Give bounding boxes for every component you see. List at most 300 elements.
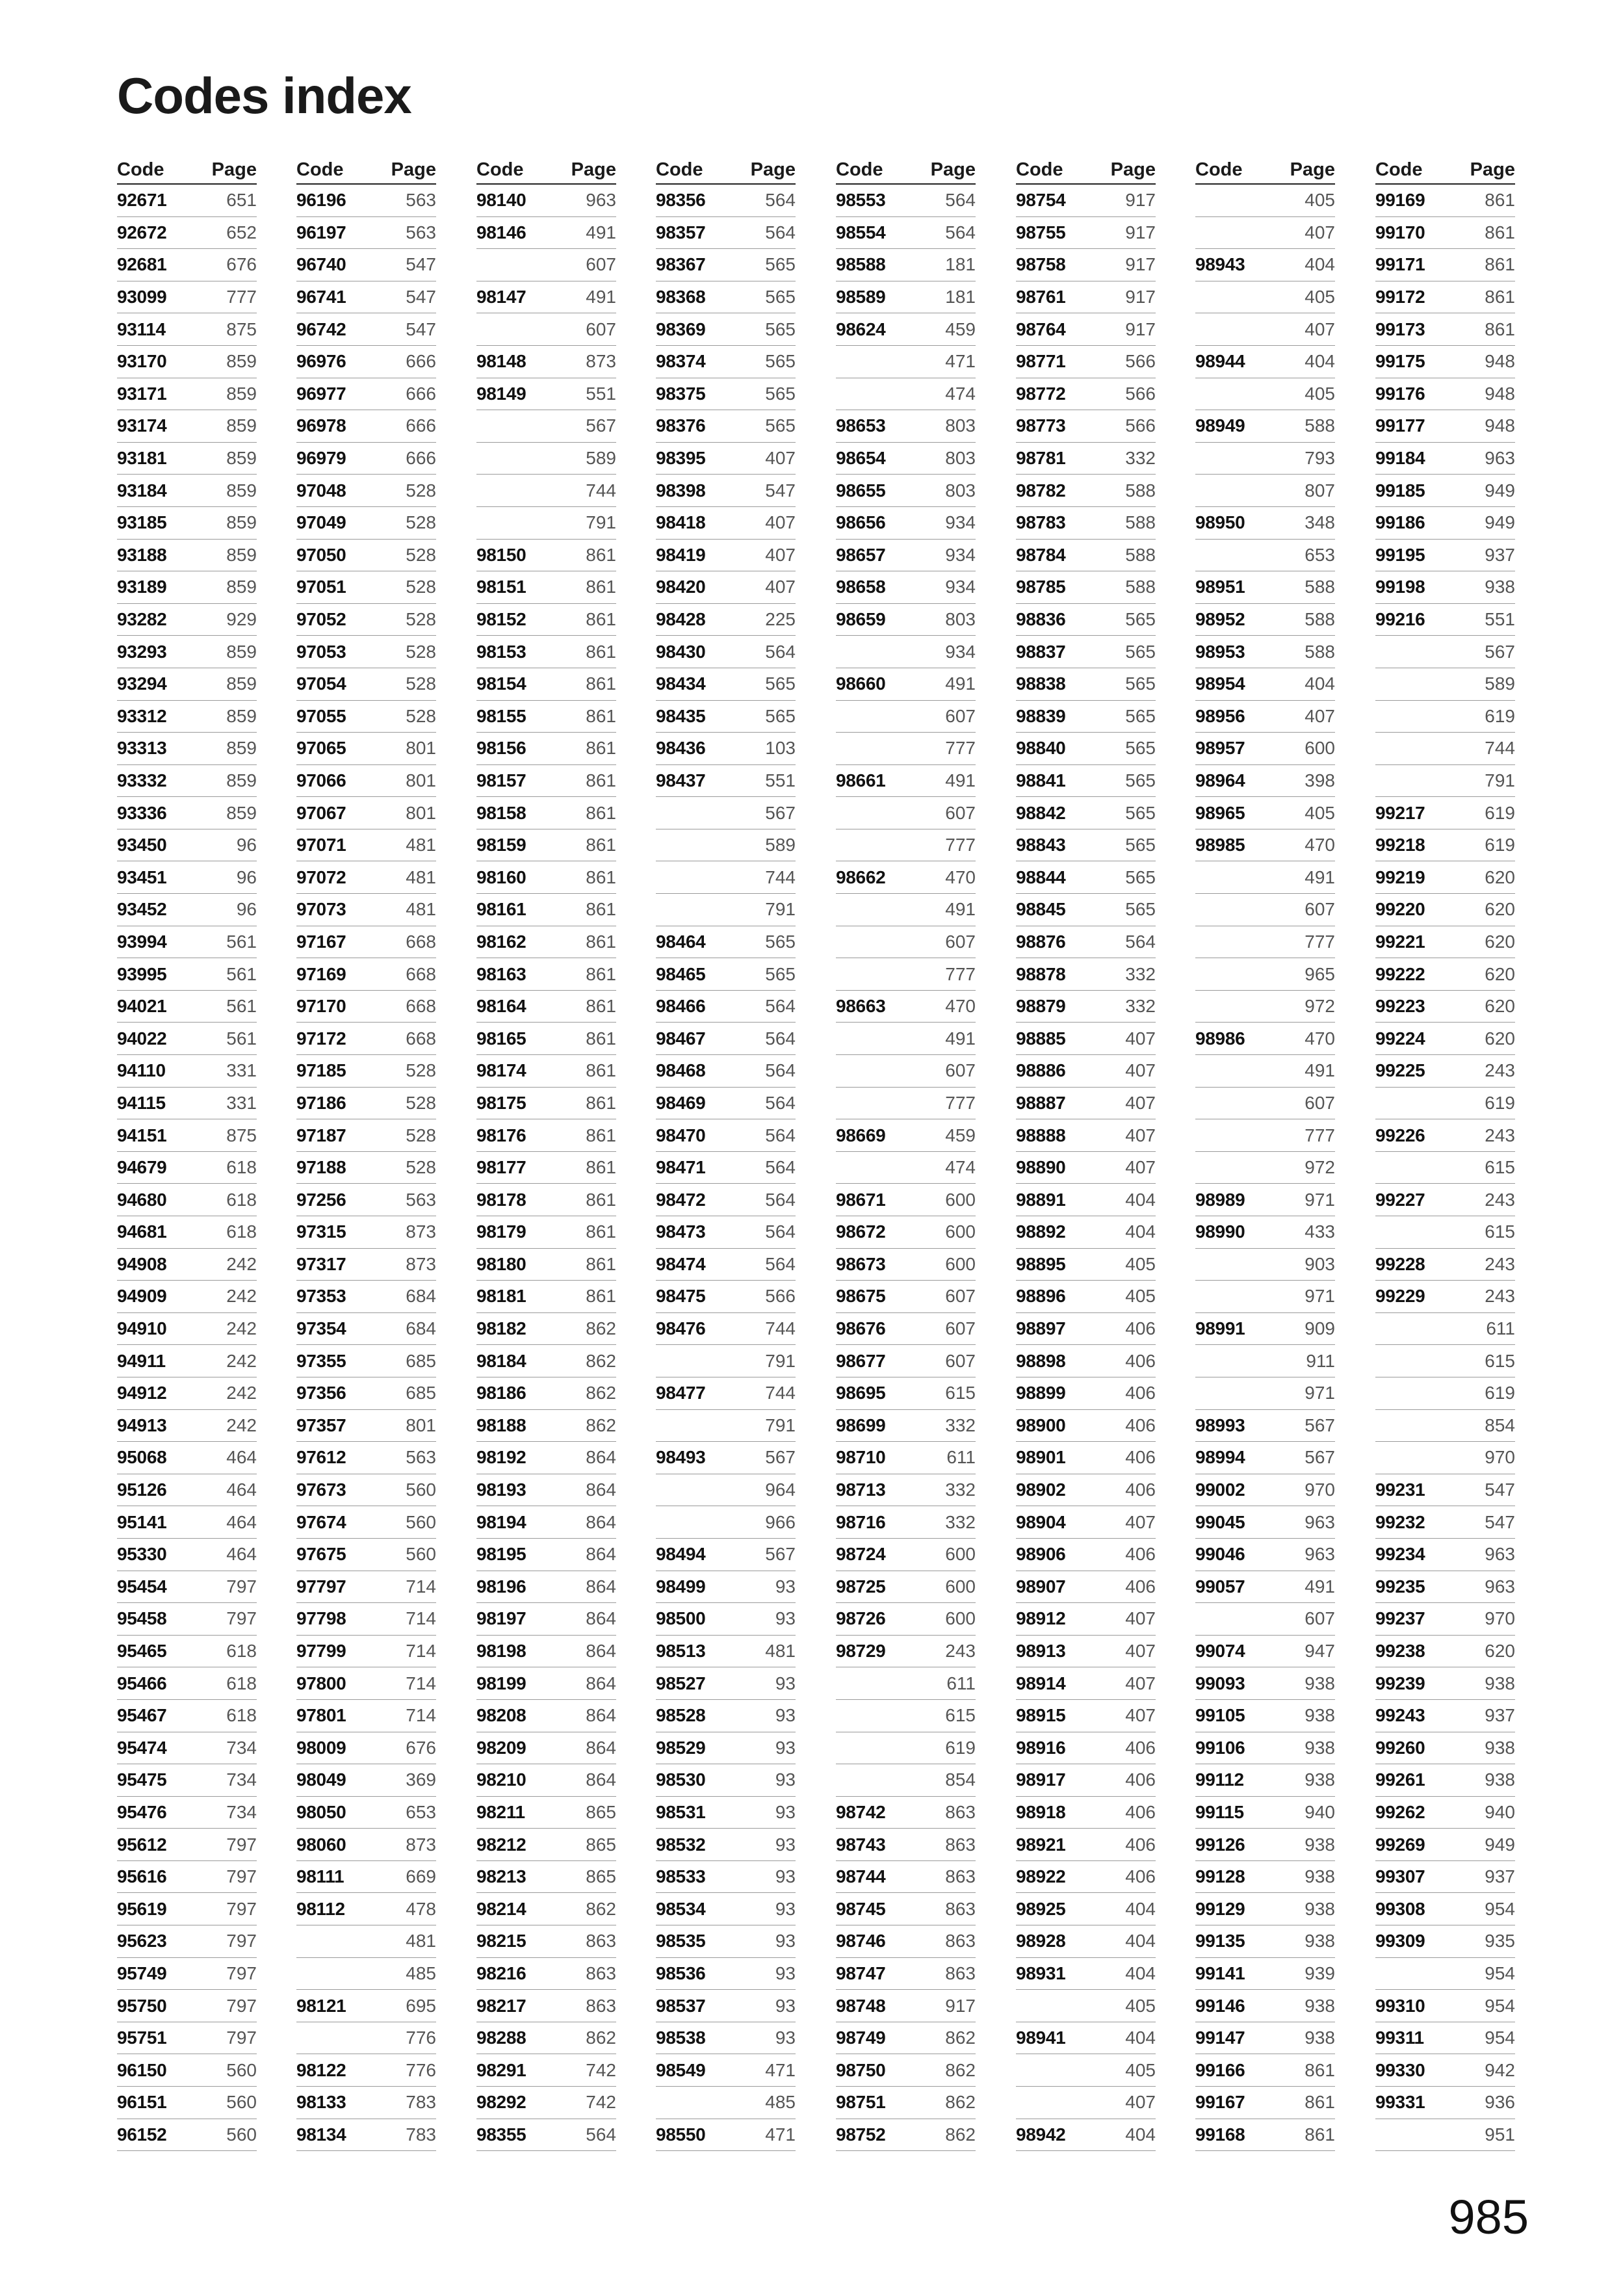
code-cell: 98474: [656, 1253, 706, 1274]
code-cell: 97188: [296, 1157, 346, 1178]
index-row: [117, 701, 257, 733]
page-cell: 565: [765, 319, 796, 339]
page-cell: 93: [775, 1608, 796, 1629]
index-row: [296, 1119, 436, 1152]
page-cell: 940: [1305, 1801, 1335, 1822]
code-header: Code: [296, 159, 344, 180]
page-cell: 938: [1485, 1769, 1515, 1790]
index-row: [296, 1861, 436, 1894]
page-cell: 589: [1485, 673, 1515, 694]
index-row: [656, 346, 796, 378]
page-cell: 963: [1305, 1544, 1335, 1565]
index-row: [1016, 1700, 1156, 1732]
page-cell: 861: [586, 770, 616, 790]
index-row: [296, 313, 436, 346]
code-header: Code: [117, 159, 164, 180]
index-row: [836, 894, 976, 926]
code-cell: 98186: [476, 1383, 526, 1403]
page-cell: 797: [226, 1834, 257, 1855]
code-cell: 95330: [117, 1544, 167, 1565]
page-cell: 797: [226, 1866, 257, 1887]
page-cell: 563: [406, 190, 436, 211]
code-cell: 98367: [656, 254, 706, 275]
index-row: [476, 281, 616, 314]
index-row: [836, 410, 976, 443]
index-row: [656, 1345, 796, 1377]
page-cell: 563: [406, 1189, 436, 1210]
code-cell: 98529: [656, 1737, 706, 1758]
page-cell: 464: [226, 1480, 257, 1500]
code-cell: 98155: [476, 705, 526, 726]
code-cell: 98197: [476, 1608, 526, 1629]
index-row: [117, 958, 257, 991]
index-row: [1016, 410, 1156, 443]
page-cell: 93: [775, 1673, 796, 1693]
code-cell: 96978: [296, 415, 346, 436]
page-cell: 865: [586, 1866, 616, 1887]
index-row: [117, 733, 257, 765]
code-cell: 98532: [656, 1834, 706, 1855]
code-cell: 98906: [1016, 1544, 1066, 1565]
code-cell: 93189: [117, 577, 167, 597]
index-row: [836, 2054, 976, 2087]
index-row: [836, 1571, 976, 1604]
code-cell: 98899: [1016, 1383, 1066, 1403]
index-row: [296, 894, 436, 926]
code-cell: 98178: [476, 1189, 526, 1210]
index-row: [1375, 443, 1515, 475]
index-row: [836, 668, 976, 701]
code-cell: 99311: [1375, 2028, 1424, 2048]
page-cell: 859: [226, 705, 257, 726]
code-cell: 98743: [836, 1834, 886, 1855]
page-cell: 565: [765, 254, 796, 275]
page-cell: 863: [945, 1931, 976, 1951]
index-row: [476, 1571, 616, 1604]
page-cell: 407: [765, 512, 796, 533]
code-cell: 98898: [1016, 1350, 1066, 1371]
index-row: [1016, 540, 1156, 572]
index-row: [1195, 1925, 1335, 1958]
code-cell: 97170: [296, 996, 346, 1017]
page-cell: 565: [765, 673, 796, 694]
index-row: [656, 894, 796, 926]
page-cell: 619: [1485, 1092, 1515, 1113]
page-cell: 406: [1125, 1447, 1156, 1468]
code-cell: 98914: [1016, 1673, 1066, 1693]
page-cell: 491: [945, 770, 976, 790]
index-row: [1016, 2119, 1156, 2152]
page-cell: 948: [1485, 383, 1515, 404]
page-cell: 588: [1305, 609, 1335, 630]
page-cell: 407: [765, 577, 796, 597]
code-cell: 99222: [1375, 963, 1425, 984]
index-row: [117, 1732, 257, 1765]
page-cell: 859: [226, 351, 257, 372]
page-cell: 404: [1125, 2124, 1156, 2145]
code-cell: 94680: [117, 1189, 167, 1210]
code-cell: 94151: [117, 1125, 167, 1145]
index-row: [836, 1829, 976, 1861]
page-cell: 564: [945, 222, 976, 242]
code-cell: 98009: [296, 1737, 346, 1758]
index-row: [656, 1184, 796, 1216]
code-cell: 93293: [117, 641, 167, 662]
code-header: Code: [1016, 159, 1063, 180]
page-cell: 406: [1125, 1866, 1156, 1887]
page-cell: 791: [765, 899, 796, 920]
page-cell: 615: [945, 1705, 976, 1726]
page-cell: 93: [775, 2028, 796, 2048]
index-row: [656, 1764, 796, 1797]
index-row: [296, 926, 436, 959]
code-cell: 99224: [1375, 1028, 1425, 1049]
code-cell: 98588: [836, 254, 886, 275]
page-cell: 405: [1305, 383, 1335, 404]
page-cell: 566: [1125, 415, 1156, 436]
index-row: [1195, 1700, 1335, 1732]
code-cell: 98149: [476, 383, 526, 404]
index-row: [1195, 1539, 1335, 1571]
page-cell: 93: [775, 1995, 796, 2016]
page-cell: 934: [945, 512, 976, 533]
code-cell: 98657: [836, 544, 886, 565]
page-cell: 406: [1125, 1769, 1156, 1790]
index-row: [1195, 894, 1335, 926]
page-cell: 861: [586, 738, 616, 759]
index-row: [836, 540, 976, 572]
index-row: [656, 475, 796, 507]
code-cell: 96741: [296, 287, 346, 307]
page-cell: 588: [1125, 544, 1156, 565]
index-row: [296, 733, 436, 765]
page-cell: 406: [1125, 1544, 1156, 1565]
code-cell: 97054: [296, 673, 346, 694]
index-row: [1195, 604, 1335, 636]
page-cell: 938: [1305, 1995, 1335, 2016]
index-row: [296, 1925, 436, 1958]
page-cell: 618: [226, 1157, 257, 1178]
page-cell: 854: [1485, 1415, 1515, 1435]
code-cell: 93185: [117, 512, 167, 533]
index-row: [1375, 1958, 1515, 1990]
code-cell: 99261: [1375, 1769, 1425, 1790]
page-cell: 862: [945, 2124, 976, 2145]
page-cell: 563: [406, 222, 436, 242]
page-cell: 478: [406, 1898, 436, 1919]
page-cell: 859: [226, 512, 257, 533]
code-cell: 98915: [1016, 1705, 1066, 1726]
page-cell: 407: [1125, 1705, 1156, 1726]
page-header: Page: [750, 159, 796, 180]
index-row: [656, 1506, 796, 1539]
code-cell: 98764: [1016, 319, 1066, 339]
page-cell: 714: [406, 1705, 436, 1726]
code-cell: 98673: [836, 1253, 886, 1274]
code-cell: 95466: [117, 1673, 167, 1693]
page-cell: 528: [406, 641, 436, 662]
page-cell: 934: [945, 641, 976, 662]
code-cell: 97674: [296, 1511, 346, 1532]
code-cell: 98724: [836, 1544, 886, 1565]
index-row: [296, 378, 436, 411]
index-row: [476, 1023, 616, 1055]
index-row: [656, 1732, 796, 1765]
code-cell: 99229: [1375, 1286, 1425, 1307]
index-row: [1375, 1732, 1515, 1765]
index-row: [656, 1990, 796, 2022]
index-row: [1195, 829, 1335, 862]
page-cell: 859: [226, 802, 257, 823]
page-cell: 348: [1305, 512, 1335, 533]
index-row: [476, 1829, 616, 1861]
index-row: [836, 1442, 976, 1474]
code-header: Code: [656, 159, 703, 180]
index-row: [836, 2119, 976, 2152]
page-cell: 405: [1305, 802, 1335, 823]
page-cell: 861: [586, 1157, 616, 1178]
code-cell: 98374: [656, 351, 706, 372]
page-cell: 917: [1125, 319, 1156, 339]
index-row: [296, 346, 436, 378]
code-cell: 94115: [117, 1092, 166, 1113]
page-cell: 864: [586, 1576, 616, 1597]
page-number: 985: [1448, 2190, 1529, 2244]
index-row: [296, 507, 436, 540]
index-row: [836, 1636, 976, 1668]
page-cell: 862: [586, 1350, 616, 1371]
index-row: [296, 1603, 436, 1636]
index-row: [1016, 475, 1156, 507]
code-cell: 98925: [1016, 1898, 1066, 1919]
code-cell: 93184: [117, 480, 167, 501]
index-row: [476, 829, 616, 862]
index-row: [476, 636, 616, 668]
page-cell: 861: [1485, 287, 1515, 307]
page-cell: 242: [226, 1253, 257, 1274]
code-cell: 98133: [296, 2092, 346, 2113]
index-row: [1375, 1700, 1515, 1732]
page-cell: 547: [1485, 1511, 1515, 1532]
code-cell: 98843: [1016, 835, 1066, 855]
code-cell: 98989: [1195, 1189, 1245, 1210]
code-cell: 98533: [656, 1866, 706, 1887]
code-cell: 93336: [117, 802, 167, 823]
page-cell: 619: [1485, 802, 1515, 823]
code-cell: 98950: [1195, 512, 1245, 533]
code-cell: 98750: [836, 2059, 886, 2080]
page-cell: 951: [1485, 2124, 1515, 2145]
code-cell: 96976: [296, 351, 346, 372]
code-cell: 98713: [836, 1480, 886, 1500]
page-cell: 685: [406, 1383, 436, 1403]
index-row: [656, 1281, 796, 1313]
code-cell: 98840: [1016, 738, 1066, 759]
code-cell: 98589: [836, 287, 886, 307]
index-row: [117, 1603, 257, 1636]
page-cell: 797: [226, 1931, 257, 1951]
page-cell: 864: [586, 1769, 616, 1790]
page-cell: 864: [586, 1673, 616, 1693]
page-cell: 565: [1125, 641, 1156, 662]
index-row: [1016, 1023, 1156, 1055]
index-row: [117, 475, 257, 507]
index-row: [1195, 861, 1335, 894]
index-row: [1195, 1410, 1335, 1442]
index-row: [1016, 2087, 1156, 2119]
code-cell: 98376: [656, 415, 706, 436]
index-row: [476, 346, 616, 378]
page-cell: 954: [1485, 1898, 1515, 1919]
index-row: [1375, 701, 1515, 733]
index-row: [1016, 313, 1156, 346]
index-row: [1375, 540, 1515, 572]
index-row: [1195, 443, 1335, 475]
page-cell: 406: [1125, 1801, 1156, 1822]
index-row: [1195, 1797, 1335, 1829]
code-cell: 97357: [296, 1415, 346, 1435]
code-cell: 98952: [1195, 609, 1245, 630]
page-cell: 564: [586, 2124, 616, 2145]
index-row: [117, 410, 257, 443]
page-cell: 873: [406, 1221, 436, 1242]
page-cell: 611: [1486, 1318, 1515, 1339]
index-row: [476, 1313, 616, 1346]
page-cell: 407: [1125, 1673, 1156, 1693]
index-row: [296, 1313, 436, 1346]
page-cell: 564: [765, 1189, 796, 1210]
index-row: [656, 1667, 796, 1700]
code-cell: 98784: [1016, 544, 1066, 565]
page-cell: 96: [236, 867, 257, 887]
index-row: [296, 1216, 436, 1249]
page-cell: 972: [1305, 996, 1335, 1017]
index-row: [1016, 1055, 1156, 1088]
index-row: [1375, 1442, 1515, 1474]
code-cell: 96197: [296, 222, 346, 242]
page-cell: 607: [945, 1060, 976, 1081]
code-cell: 98772: [1016, 383, 1066, 404]
index-row: [1375, 1925, 1515, 1958]
page-cell: 615: [1485, 1157, 1515, 1178]
page-cell: 938: [1305, 2028, 1335, 2048]
page-cell: 564: [1125, 931, 1156, 952]
code-cell: 98466: [656, 996, 706, 1017]
index-row: [296, 1732, 436, 1765]
index-row: [1375, 1184, 1515, 1216]
page-cell: 491: [1305, 1576, 1335, 1597]
code-cell: 98986: [1195, 1028, 1245, 1049]
index-row: [117, 829, 257, 862]
index-row: [1195, 1313, 1335, 1346]
index-row: [296, 1636, 436, 1668]
index-row: [476, 668, 616, 701]
page-cell: 547: [765, 480, 796, 501]
page-cell: 607: [586, 319, 616, 339]
code-cell: 98837: [1016, 641, 1066, 662]
index-row: [296, 991, 436, 1023]
page-cell: 861: [1485, 254, 1515, 275]
code-cell: 98891: [1016, 1189, 1066, 1210]
index-row: [476, 765, 616, 798]
index-row: [1195, 1119, 1335, 1152]
page-cell: 684: [406, 1318, 436, 1339]
page-cell: 859: [226, 415, 257, 436]
index-row: [836, 1861, 976, 1894]
code-cell: 98288: [476, 2028, 526, 2048]
page-cell: 406: [1125, 1383, 1156, 1403]
page-cell: 939: [1305, 1963, 1335, 1983]
code-cell: 96196: [296, 190, 346, 211]
page-cell: 567: [1305, 1415, 1335, 1435]
code-cell: 99262: [1375, 1801, 1425, 1822]
index-row: [836, 217, 976, 250]
page-cell: 864: [586, 1705, 616, 1726]
page-cell: 714: [406, 1673, 436, 1693]
code-cell: 98676: [836, 1318, 886, 1339]
page-cell: 744: [586, 480, 616, 501]
index-row: [117, 1539, 257, 1571]
index-row: [1375, 1506, 1515, 1539]
page-cell: 949: [1485, 1834, 1515, 1855]
index-row: [1375, 765, 1515, 798]
page-cell: 93: [775, 1576, 796, 1597]
page-cell: 859: [226, 383, 257, 404]
index-row: [1016, 636, 1156, 668]
index-row: [476, 378, 616, 411]
page-cell: 864: [586, 1737, 616, 1758]
code-cell: 99166: [1195, 2059, 1245, 2080]
page-cell: 803: [945, 609, 976, 630]
code-cell: 98499: [656, 1576, 706, 1597]
page-cell: 791: [586, 512, 616, 533]
index-row: [117, 1667, 257, 1700]
code-cell: 98892: [1016, 1221, 1066, 1242]
code-cell: 98196: [476, 1576, 526, 1597]
page-cell: 619: [1485, 705, 1515, 726]
page-cell: 588: [1125, 512, 1156, 533]
code-cell: 97798: [296, 1608, 346, 1629]
page-cell: 405: [1125, 2059, 1156, 2080]
index-row: [296, 604, 436, 636]
page-cell: 948: [1485, 415, 1515, 436]
index-row: [296, 1184, 436, 1216]
code-cell: 95623: [117, 1931, 167, 1951]
code-cell: 98179: [476, 1221, 526, 1242]
index-row: [476, 991, 616, 1023]
code-cell: 96979: [296, 448, 346, 469]
page-cell: 744: [765, 1383, 796, 1403]
index-row: [1016, 1603, 1156, 1636]
index-row: [476, 1636, 616, 1668]
index-row: [296, 797, 436, 829]
index-row: [656, 1636, 796, 1668]
column-header: [296, 160, 436, 185]
code-cell: 98716: [836, 1511, 886, 1532]
index-row: [1195, 1667, 1335, 1700]
page-cell: 566: [1125, 351, 1156, 372]
index-row: [1016, 1281, 1156, 1313]
code-cell: 96740: [296, 254, 346, 275]
code-cell: 98624: [836, 319, 886, 339]
page-cell: 528: [406, 480, 436, 501]
code-cell: 99231: [1375, 1480, 1425, 1500]
index-row: [1375, 797, 1515, 829]
index-row: [476, 443, 616, 475]
code-cell: 98876: [1016, 931, 1066, 952]
page-cell: 777: [945, 738, 976, 759]
page-cell: 909: [1305, 1318, 1335, 1339]
